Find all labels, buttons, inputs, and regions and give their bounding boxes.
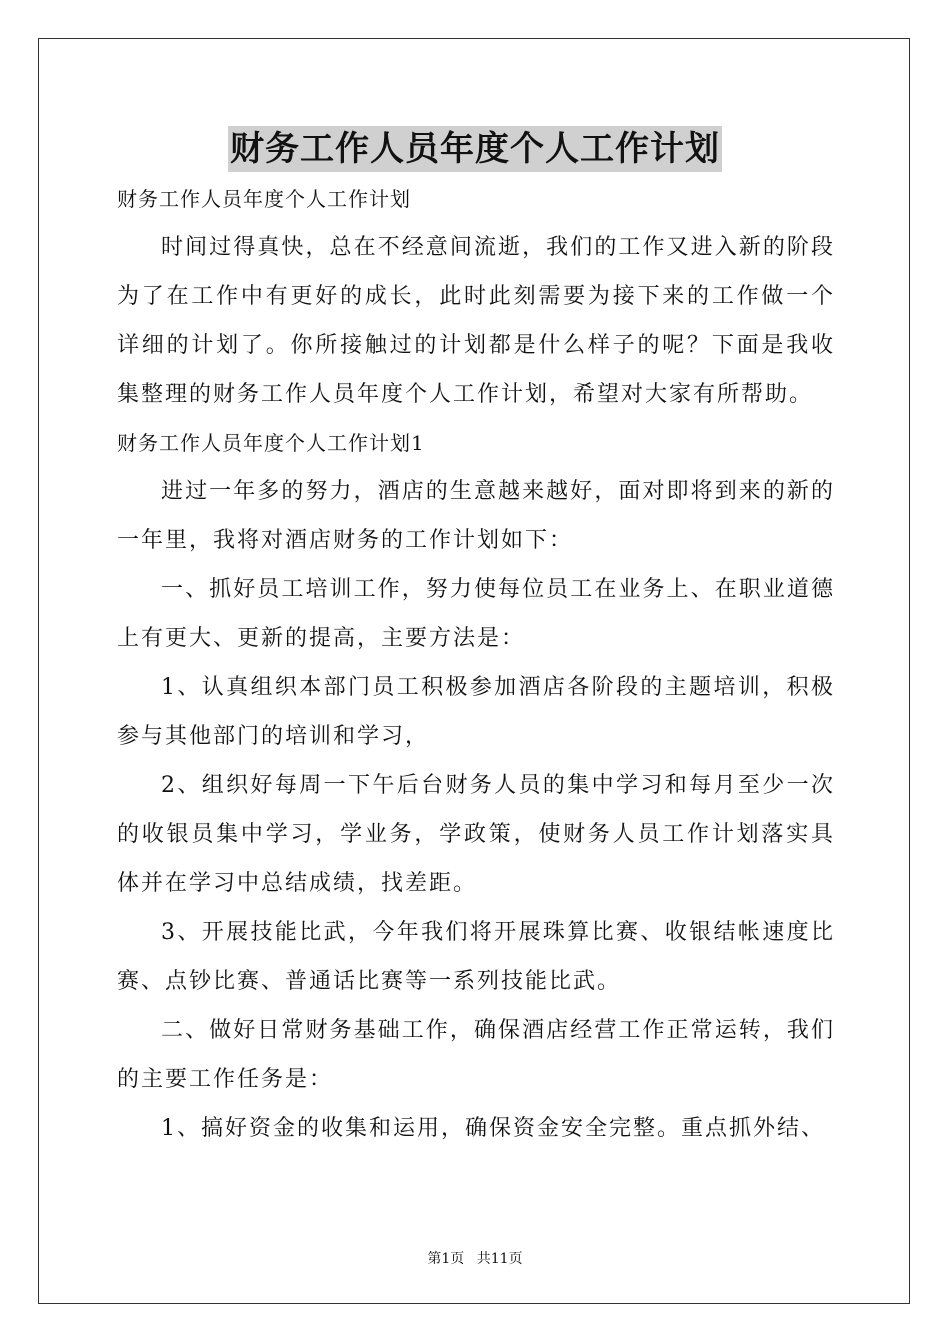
paragraph: 一、抓好员工培训工作，努力使每位员工在业务上、在职业道德上有更大、更新的提高，主要方法是： [117, 577, 835, 651]
paragraph: 1、搞好资金的收集和运用，确保资金安全完整。重点抓外结、 [161, 1116, 825, 1141]
subheading: 财务工作人员年度个人工作计划 [117, 187, 411, 211]
page-footer [0, 1248, 950, 1268]
page-total: 共11页 [476, 1251, 523, 1267]
subheading: 财务工作人员年度个人工作计划1 [117, 431, 425, 455]
document-title: 财务工作人员年度个人工作计划 [228, 126, 722, 172]
title-wrap [0, 126, 950, 172]
paragraph: 时间过得真快，总在不经意间流逝，我们的工作又进入新的阶段为了在工作中有更好的成长，此时此刻需要为接下来的工作做一个详细的计划了。你所接触过的计划都是什么样子的呢？下面是我收集整理的财务工作人员年度个人工作计划，希望对大家有所帮助。 [117, 235, 835, 407]
paragraph: 2、组织好每周一下午后台财务人员的集中学习和每月至少一次的收银员集中学习，学业务，学政策，使财务人员工作计划落实具体并在学习中总结成绩，找差距。 [117, 773, 835, 896]
paragraph: 进过一年多的努力，酒店的生意越来越好，面对即将到来的新的一年里，我将对酒店财务的工作计划如下： [117, 479, 835, 553]
paragraph: 二、做好日常财务基础工作，确保酒店经营工作正常运转，我们的主要工作任务是： [117, 1018, 835, 1092]
paragraph: 3、开展技能比武，今年我们将开展珠算比赛、收银结帐速度比赛、点钞比赛、普通话比赛等一系列技能比武。 [117, 920, 835, 994]
document-body [117, 175, 835, 1153]
page-number: 第1页 [427, 1251, 465, 1267]
paragraph: 1、认真组织本部门员工积极参加酒店各阶段的主题培训，积极参与其他部门的培训和学习， [117, 675, 835, 749]
